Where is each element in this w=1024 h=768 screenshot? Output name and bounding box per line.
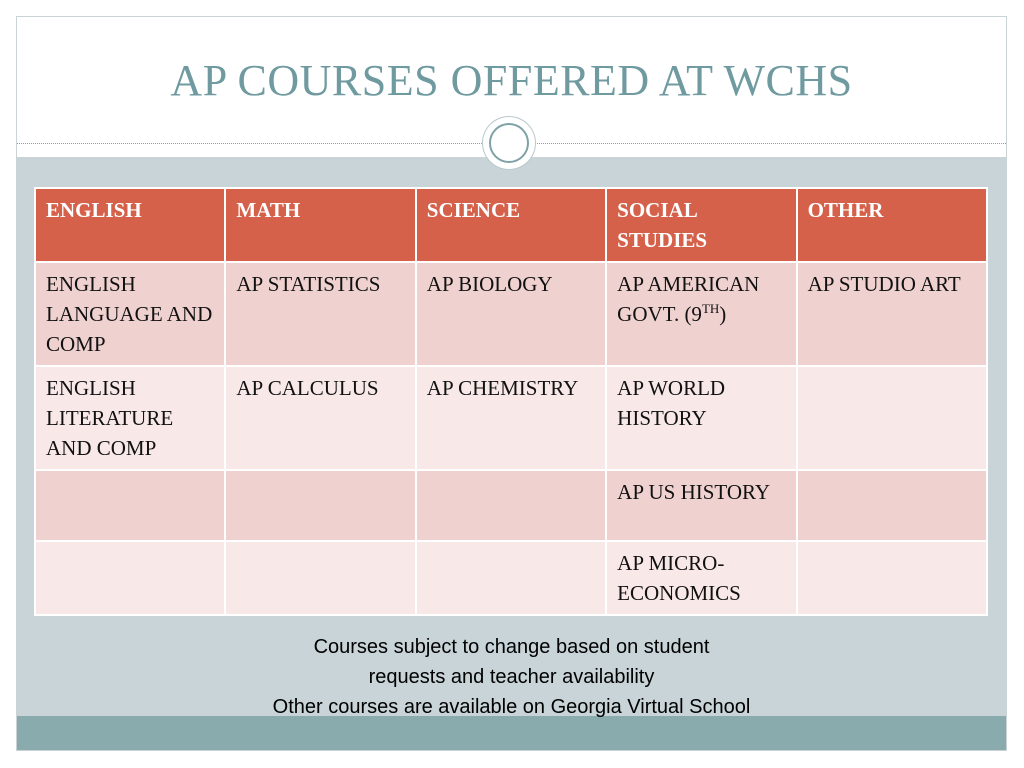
- table-cell: AP WORLD HISTORY: [606, 366, 796, 470]
- table-cell: [225, 470, 415, 541]
- notes: [17, 632, 1006, 722]
- course-table: [34, 187, 988, 616]
- table-cell: ENGLISH LITERATURE AND COMP: [35, 366, 225, 470]
- circle-ornament-icon: [483, 117, 535, 169]
- table-header-row: [35, 188, 987, 262]
- table-row: [35, 262, 987, 366]
- table-cell: [797, 366, 987, 470]
- table-cell: [606, 262, 796, 366]
- header-english: ENGLISH: [35, 188, 225, 262]
- table-cell: AP STUDIO ART: [797, 262, 987, 366]
- govt-text: AP AMERICAN GOVT. (9: [617, 272, 760, 326]
- slide-title: AP COURSES OFFERED AT WCHS: [170, 56, 853, 105]
- table-cell: [225, 541, 415, 615]
- govt-close: ): [719, 302, 727, 326]
- table-cell: [35, 541, 225, 615]
- table-cell: [416, 470, 606, 541]
- table-row: [35, 541, 987, 615]
- header-social-studies: SOCIAL STUDIES: [606, 188, 796, 262]
- table-cell: [797, 470, 987, 541]
- circle-ornament-ring: [489, 123, 529, 163]
- note-line-2: requests and teacher availability: [368, 666, 655, 688]
- table-cell: AP CHEMISTRY: [416, 366, 606, 470]
- header-science: SCIENCE: [416, 188, 606, 262]
- slide: [16, 16, 1007, 751]
- table-row: [35, 366, 987, 470]
- table-cell: AP STATISTICS: [225, 262, 415, 366]
- note-line-1: Courses subject to change based on student: [313, 636, 710, 658]
- table-cell: [35, 470, 225, 541]
- table-cell: AP BIOLOGY: [416, 262, 606, 366]
- table-cell: ENGLISH LANGUAGE AND COMP: [35, 262, 225, 366]
- govt-superscript: TH: [701, 301, 720, 316]
- table-cell: AP US HISTORY: [606, 470, 796, 541]
- note-line-3: Other courses are available on Georgia Virtual School: [272, 696, 751, 718]
- table-cell: [416, 541, 606, 615]
- table-cell: AP CALCULUS: [225, 366, 415, 470]
- header-math: MATH: [225, 188, 415, 262]
- table-row: [35, 470, 987, 541]
- header-other: OTHER: [797, 188, 987, 262]
- table-cell: [797, 541, 987, 615]
- table-cell: AP MICRO-ECONOMICS: [606, 541, 796, 615]
